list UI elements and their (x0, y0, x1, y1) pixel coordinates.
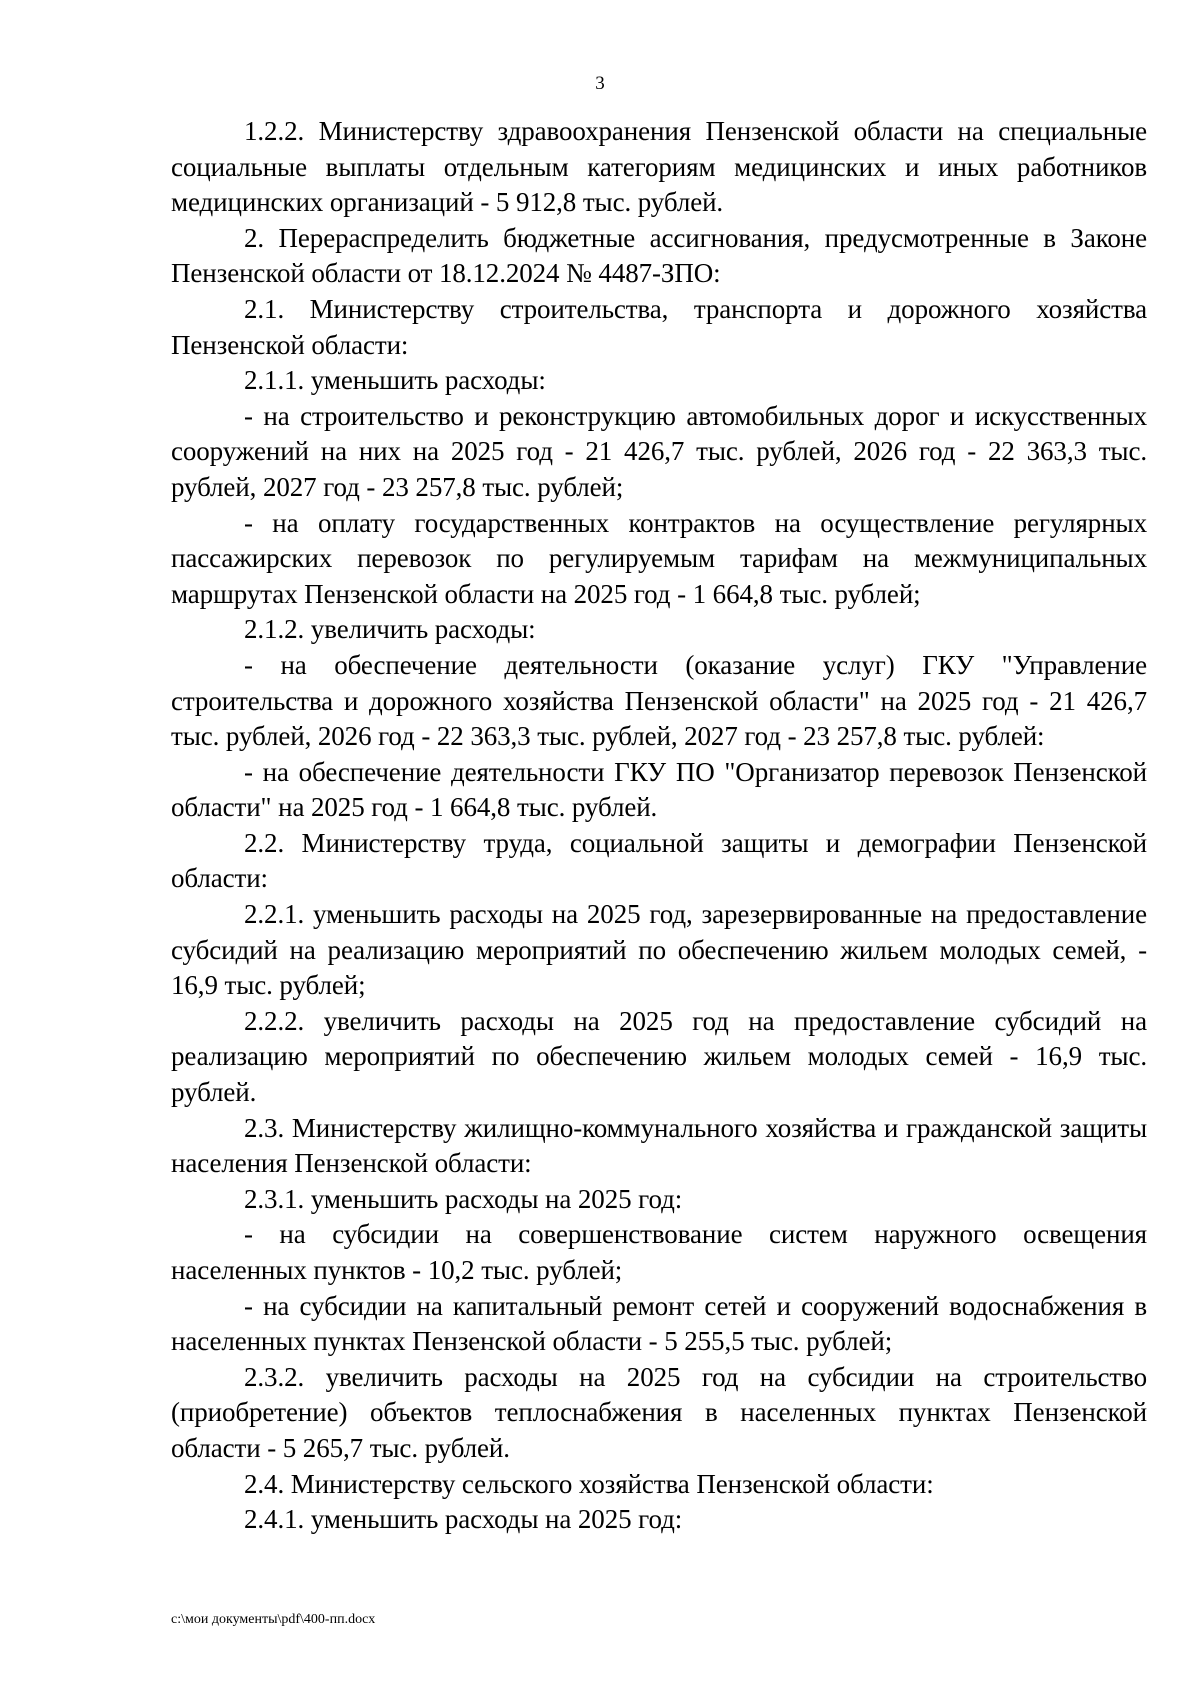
paragraph-2-4-1: 2.4.1. уменьшить расходы на 2025 год: (244, 1504, 683, 1535)
paragraph-2-1-2: 2.1.2. увеличить расходы: (244, 614, 536, 645)
paragraph-2-1-1: 2.1.1. уменьшить расходы: (244, 365, 546, 396)
page-number: 3 (595, 73, 605, 94)
paragraph-2-3-1-item-1: - на субсидии на совершенствование систем наружного освещения населенных пунктов - 10,2 тыс. рублей; (171, 1219, 1147, 1285)
paragraph-2-1-2-item-2: - на обеспечение деятельности ГКУ ПО "Организатор перевозок Пензенской области" на 2025 год - 1 664,8 тыс. рублей. (171, 756, 1147, 823)
paragraph-2-3-1-item-2: - на субсидии на капитальный ремонт сетей и сооружений водоснабжения в населенных пунктах Пензенской области - 5 255,5 тыс. рублей; (171, 1290, 1147, 1357)
paragraph-2-3-1: 2.3.1. уменьшить расходы на 2025 год: (244, 1183, 683, 1214)
paragraph-1-2-2: 1.2.2. Министерству здравоохранения Пензенской области на специальные социальные выплаты отдельным категориям медицинских и иных работников медицинских организаций - 5 912,8 тыс. рублей. (171, 116, 1147, 218)
paragraph-2-1: 2.1. Министерству строительства, транспорта и дорожного хозяйства Пензенской области: (171, 293, 1147, 360)
paragraph-2-3: 2.3. Министерству жилищно-коммунального хозяйства и гражданской защиты населения Пензенской области: (171, 1112, 1147, 1179)
paragraph-2-2-1: 2.2.1. уменьшить расходы на 2025 год, зарезервированные на предоставление субсидий на реализацию мероприятий по обеспечению жильем молодых семей, - 16,9 тыс. рублей; (171, 899, 1147, 1001)
paragraph-2-4: 2.4. Министерству сельского хозяйства Пензенской области: (244, 1468, 934, 1499)
footer-file-path: c:\мои документы\pdf\400-пп.docx (171, 1612, 376, 1627)
paragraph-2-1-1-item-2: - на оплату государственных контрактов на осуществление регулярных пассажирских перевозок по регулируемым тарифам на межмуниципальных маршрутах Пензенской области на 2025 год - 1 664,8 тыс. рублей; (171, 507, 1147, 609)
paragraph-2-1-1-item-1: - на строительство и реконструкцию автомобильных дорог и искусственных сооружений на них на 2025 год - 21 426,7 тыс. рублей, 2026 год - 22 363,3 тыс. рублей, 2027 год - 23 257,8 тыс. рублей; (171, 400, 1147, 502)
paragraph-2-2-2: 2.2.2. увеличить расходы на 2025 год на предоставление субсидий на реализацию мероприятий по обеспечению жильем молодых семей - 16,9 тыс. рублей. (171, 1005, 1147, 1108)
paragraph-2: 2. Перераспределить бюджетные ассигнования, предусмотренные в Законе Пензенской области от 18.12.2024 № 4487-ЗПО: (171, 222, 1147, 289)
paragraph-2-1-2-item-1: - на обеспечение деятельности (оказание услуг) ГКУ "Управление строительства и дорожного хозяйства Пензенской области" на 2025 год - 21 426,7 тыс. рублей, 2026 год - 22 363,3 тыс. рублей, 2027 год - 23 257,8 тыс. рублей: (171, 649, 1147, 752)
paragraph-2-2: 2.2. Министерству труда, социальной защиты и демографии Пензенской области: (171, 827, 1147, 894)
document-body (171, 114, 1147, 1538)
paragraph-2-3-2: 2.3.2. увеличить расходы на 2025 год на субсидии на строительство (приобретение) объектов теплоснабжения в населенных пунктах Пензенской области - 5 265,7 тыс. рублей. (171, 1361, 1147, 1463)
